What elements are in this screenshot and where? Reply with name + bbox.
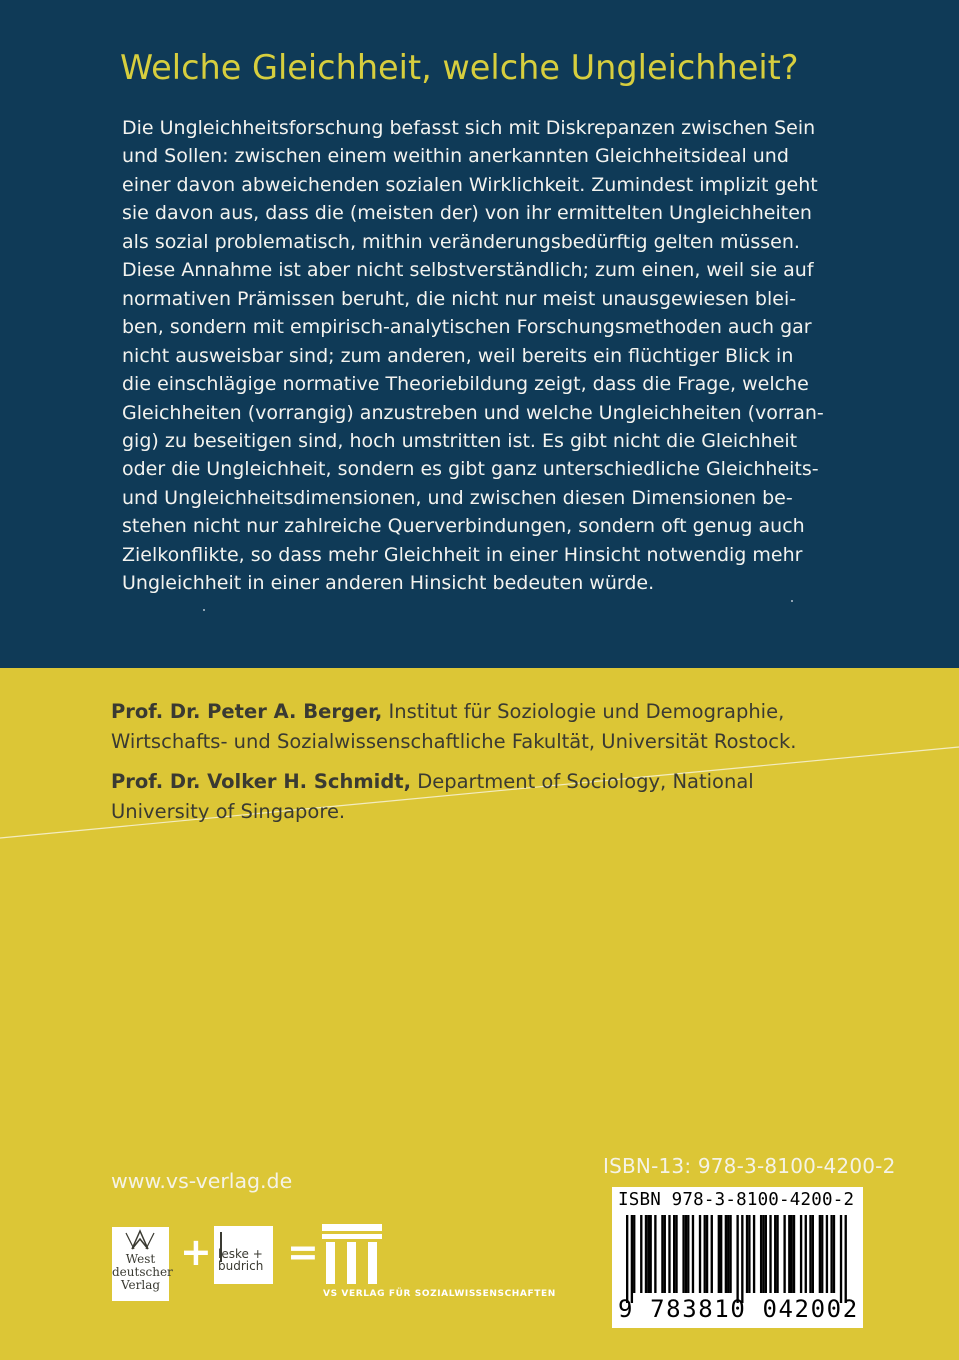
wdv-text-line: Verlag (120, 1278, 161, 1292)
lb-text-line: budrich (218, 1259, 264, 1273)
barcode-bar (650, 1215, 652, 1293)
barcode-bar (725, 1215, 727, 1293)
wdv-text-line: West (125, 1252, 156, 1266)
barcode-bar (631, 1215, 633, 1303)
barcode-bar (661, 1215, 663, 1293)
barcode-bar (812, 1215, 814, 1293)
barcode-bar (647, 1215, 649, 1293)
barcode-bar (800, 1215, 802, 1293)
blurb-line: die einschlägige normative Theoriebildung zeigt, dass die Frage, welche (122, 373, 809, 396)
blurb-line: nicht ausweisbar sind; zum anderen, weil bereits ein flüchtiger Blick in (122, 344, 794, 367)
barcode-bar (791, 1215, 793, 1293)
barcode-bar (654, 1215, 656, 1293)
blurb-text (122, 114, 902, 598)
barcode-digits: 9 783810 042002 (618, 1295, 859, 1323)
barcode-bar (626, 1215, 628, 1303)
blurb-line: normativen Prämissen beruht, die nicht nur meist unausgewiesen blei- (122, 287, 797, 310)
blurb-line: Diese Annahme ist aber nicht selbstverständlich; zum einen, weil sie auf (122, 259, 814, 282)
wdv-text-line: deutscher (112, 1265, 173, 1279)
author-name: Prof. Dr. Peter A. Berger, (111, 700, 383, 723)
barcode-bar (668, 1215, 670, 1293)
barcode-bar (753, 1215, 755, 1293)
barcode-bar (765, 1215, 767, 1293)
barcode-bar (673, 1215, 675, 1293)
author-name: Prof. Dr. Volker H. Schmidt, (111, 770, 412, 793)
barcode-bar (718, 1215, 720, 1293)
equals-sign: = (287, 1230, 319, 1274)
barcode-bar (793, 1215, 795, 1293)
blurb-line: ben, sondern mit empirisch-analytischen Forschungsmethoden auch gar (122, 316, 812, 339)
publisher-url[interactable]: www.vs-verlag.de (111, 1169, 293, 1193)
blurb-line: einer davon abweichenden sozialen Wirklichkeit. Zumindest implizit geht (122, 173, 818, 196)
barcode-bar (685, 1215, 687, 1293)
barcode-bar (692, 1215, 694, 1293)
blurb-line: Zielkonflikte, so dass mehr Gleichheit in einer Hinsicht notwendig mehr (122, 543, 803, 566)
barcode-isbn-text: ISBN 978-3-8100-4200-2 (618, 1190, 855, 1210)
barcode-bar (769, 1215, 771, 1293)
author-affiliation: University of Singapore. (111, 800, 346, 823)
decorative-dot (203, 609, 205, 611)
barcode-bar (699, 1215, 701, 1293)
barcode-bar (819, 1215, 821, 1293)
blurb-line: als sozial problematisch, mithin veränderungsbedürftig gelten müssen. (122, 230, 800, 253)
barcode-bar (845, 1215, 847, 1303)
blurb-line: sie davon aus, dass die (meisten der) von ihr ermittelten Ungleichheiten (122, 202, 812, 225)
blurb-line: stehen nicht nur zahlreiche Querverbindungen, sondern oft genug auch (122, 515, 805, 538)
barcode-bar (809, 1215, 811, 1293)
plus-sign: + (180, 1230, 212, 1274)
barcode-bar (711, 1215, 713, 1293)
barcode-bar (741, 1215, 743, 1303)
barcode-bar (706, 1215, 708, 1293)
westdeutscher-verlag-logo (112, 1227, 173, 1301)
barcode-bar (805, 1215, 807, 1293)
barcode-bar (640, 1215, 642, 1293)
barcode-bar (840, 1215, 842, 1303)
barcode-bar (833, 1215, 835, 1293)
barcode-bar (826, 1215, 828, 1293)
blurb-line: gig) zu beseitigen sind, hoch umstritten ist. Es gibt nicht die Gleichheit (122, 429, 798, 452)
blurb-line: und Ungleichheitsdimensionen, und zwischen diesen Dimensionen be- (122, 486, 793, 509)
barcode-bar (704, 1215, 706, 1293)
blurb-line: Die Ungleichheitsforschung befasst sich mit Diskrepanzen zwischen Sein (122, 117, 816, 139)
wdv-emblem-icon (112, 1227, 169, 1253)
barcode-bar (783, 1215, 785, 1293)
author-line (111, 767, 911, 797)
author-affiliation: Wirtschafts- und Sozialwissenschaftliche Fakultät, Universität Rostock. (111, 730, 797, 753)
blurb-line: und Sollen: zwischen einem weithin anerkannten Gleichheitsideal und (122, 145, 789, 168)
barcode-bar (760, 1215, 762, 1293)
barcode-bar (788, 1215, 790, 1293)
barcode-bar (821, 1215, 823, 1293)
blurb-line: Ungleichheit in einer anderen Hinsicht bedeuten würde. (122, 572, 655, 595)
barcode-bar (720, 1215, 722, 1293)
barcode-bar (687, 1215, 689, 1293)
barcode-bar (748, 1215, 750, 1293)
barcode-bar (645, 1215, 647, 1293)
vs-verlag-wordmark: VS VERLAG FÜR SOZIALWISSENSCHAFTEN (323, 1289, 556, 1299)
book-title: Welche Gleichheit, welche Ungleichheit? (120, 48, 799, 87)
author-entry (111, 767, 911, 827)
barcode-bar (774, 1215, 776, 1293)
barcode-bar (729, 1215, 731, 1293)
author-entry (111, 697, 911, 757)
barcode-bar (682, 1215, 684, 1293)
author-line (111, 697, 911, 727)
barcode-bar (762, 1215, 764, 1293)
barcode-bar (727, 1215, 729, 1293)
blurb-line: Gleichheiten (vorrangig) anzustreben und welche Ungleichheiten (vorran- (122, 401, 824, 424)
vs-verlag-logo-icon (322, 1224, 382, 1284)
wdv-text (112, 1252, 173, 1292)
barcode-bar (633, 1215, 635, 1293)
decorative-dot (791, 600, 793, 602)
blurb-line: oder die Ungleichheit, sondern es gibt ganz unterschiedliche Gleichheits- (122, 458, 819, 481)
lb-text (218, 1248, 263, 1272)
isbn-label: ISBN-13: 978-3-8100-4200-2 (603, 1154, 896, 1178)
barcode-bar (776, 1215, 778, 1293)
author-affiliation: Institut für Soziologie und Demographie, (382, 700, 785, 723)
leske-budrich-logo (214, 1226, 273, 1284)
barcode-bar (736, 1215, 738, 1303)
barcode-bar (746, 1215, 748, 1293)
barcode-bar (675, 1215, 677, 1293)
author-affiliation: Department of Sociology, National (411, 770, 754, 793)
lb-text-line: leske + (218, 1247, 263, 1261)
barcode-bar (830, 1215, 832, 1293)
author-info (111, 697, 911, 837)
barcode-bar (664, 1215, 666, 1293)
barcode (612, 1187, 863, 1328)
